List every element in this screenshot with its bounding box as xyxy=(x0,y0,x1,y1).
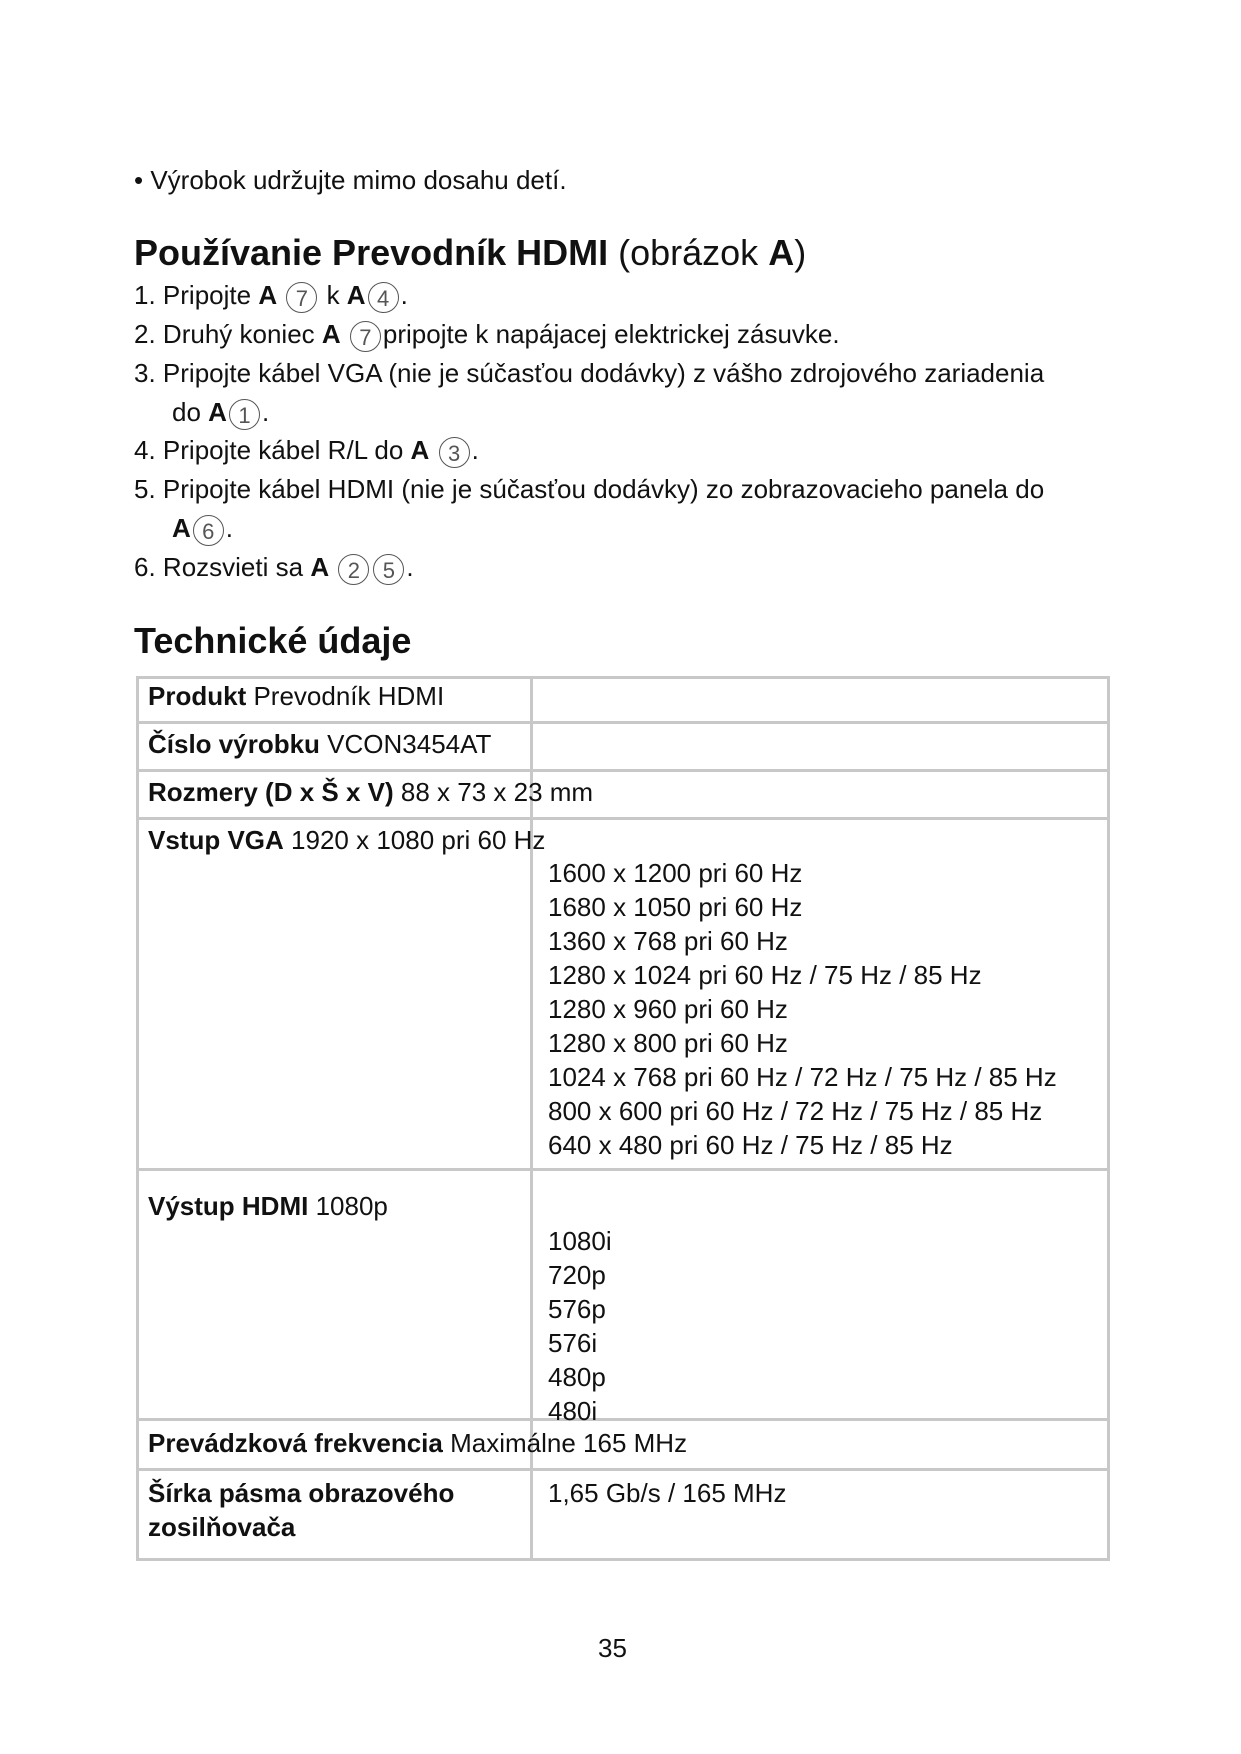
vga-resolution: 1280 x 960 pri 60 Hz xyxy=(548,994,788,1024)
vga-resolution: 640 x 480 pri 60 Hz / 75 Hz / 85 Hz xyxy=(548,1130,953,1160)
circled-number-icon: 4 xyxy=(368,282,399,313)
table-row-divider xyxy=(136,1468,1110,1471)
circled-number-icon: 1 xyxy=(229,399,260,430)
circled-number-icon: 5 xyxy=(373,554,404,585)
hdmi-resolution: 480p xyxy=(548,1362,606,1392)
vga-resolution: 1680 x 1050 pri 60 Hz xyxy=(548,892,803,922)
table-row-divider xyxy=(136,1168,1110,1171)
bullet-mark: • xyxy=(134,165,144,195)
table-row-divider xyxy=(136,769,1110,772)
hdmi-resolution: 576p xyxy=(548,1294,606,1324)
step-5: 5. Pripojte kábel HDMI (nie je súčasťou dodávky) zo zobrazovacieho panela do xyxy=(134,474,1045,504)
table-row-divider xyxy=(136,817,1110,820)
table-row-frequency: Prevádzková frekvencia Maximálne 165 MHz xyxy=(148,1428,688,1458)
table-row-product: Produkt Prevodník HDMI xyxy=(148,681,445,711)
table-row-divider xyxy=(136,1418,1110,1421)
vga-resolution: 1280 x 800 pri 60 Hz xyxy=(548,1028,788,1058)
hdmi-resolution: 480i xyxy=(548,1396,598,1426)
step-4: 4. Pripojte kábel R/L do A 3 . xyxy=(134,435,479,466)
table-row-item-number: Číslo výrobku VCON3454AT xyxy=(148,729,492,759)
table-row-bandwidth-value: 1,65 Gb/s / 165 MHz xyxy=(548,1478,787,1508)
step-5-continued: A 6 . xyxy=(172,513,234,544)
step-3: 3. Pripojte kábel VGA (nie je súčasťou dodávky) z vášho zdrojového zariadenia xyxy=(134,358,1045,388)
vga-resolution: 1024 x 768 pri 60 Hz / 72 Hz / 75 Hz / 85 Hz xyxy=(548,1062,1057,1092)
circled-number-icon: 6 xyxy=(193,515,224,546)
step-3-continued: do A 1 . xyxy=(172,397,270,428)
hdmi-resolution: 720p xyxy=(548,1260,606,1290)
bullet-text: Výrobok udržujte mimo dosahu detí. xyxy=(150,165,567,195)
table-row-hdmi-output: Výstup HDMI 1080p xyxy=(148,1191,388,1221)
circled-number-icon: 3 xyxy=(439,437,470,468)
vga-resolution: 1600 x 1200 pri 60 Hz xyxy=(548,858,803,888)
step-2: 2. Druhý koniec A 7 pripojte k napájacej elektrickej zásuvke. xyxy=(134,319,840,350)
table-row-divider xyxy=(136,721,1110,724)
step-1: 1. Pripojte A 7 k A 4 . xyxy=(134,280,408,311)
circled-number-icon: 2 xyxy=(338,554,369,585)
page-number: 35 xyxy=(598,1633,627,1663)
hdmi-resolution: 1080i xyxy=(548,1226,612,1256)
vga-resolution: 1360 x 768 pri 60 Hz xyxy=(548,926,788,956)
section-heading-specs: Technické údaje xyxy=(134,620,412,661)
vga-resolution: 800 x 600 pri 60 Hz / 72 Hz / 75 Hz / 85 Hz xyxy=(548,1096,1043,1126)
circled-number-icon: 7 xyxy=(286,282,317,313)
circled-number-icon: 7 xyxy=(350,321,381,352)
table-row-bandwidth-label: Šírka pásma obrazového xyxy=(148,1478,455,1508)
section-heading-usage: Používanie Prevodník HDMI (obrázok A) xyxy=(134,232,807,273)
table-row-dimensions: Rozmery (D x Š x V) 88 x 73 x 23 mm xyxy=(148,777,594,807)
step-6: 6. Rozsvieti sa A 2 5 . xyxy=(134,552,414,583)
table-row-vga-input: Vstup VGA 1920 x 1080 pri 60 Hz xyxy=(148,825,546,855)
vga-resolution: 1280 x 1024 pri 60 Hz / 75 Hz / 85 Hz xyxy=(548,960,982,990)
hdmi-resolution: 576i xyxy=(548,1328,598,1358)
bullet-item xyxy=(134,164,567,196)
table-row-bandwidth-label-2: zosilňovača xyxy=(148,1512,296,1542)
